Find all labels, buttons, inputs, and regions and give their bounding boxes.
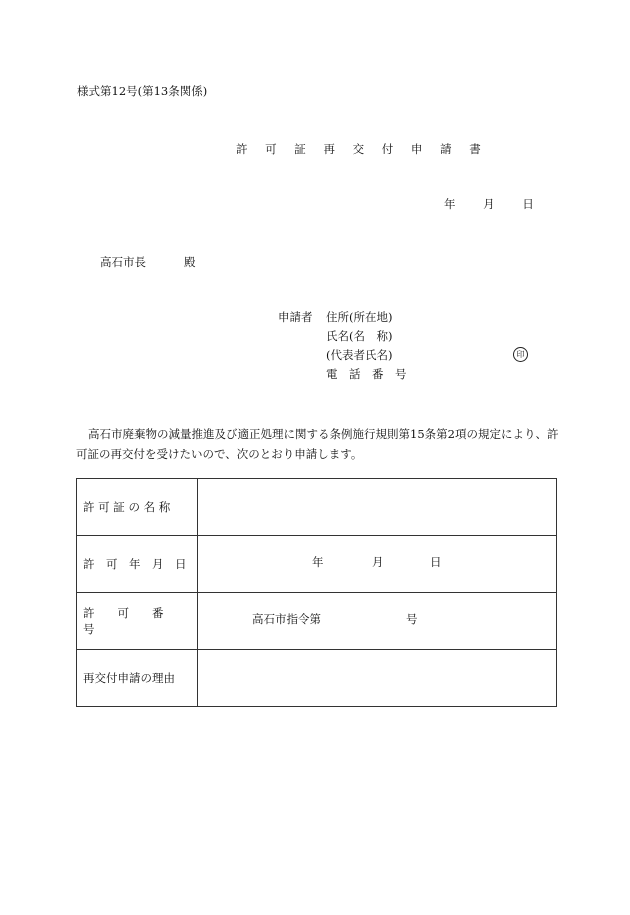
license-date-field[interactable]	[198, 536, 557, 593]
table-row	[77, 536, 557, 593]
license-name-label: 許 可 証 の 名 称	[77, 479, 198, 536]
seal-mark: 印	[513, 347, 528, 362]
date-year-label: 年	[444, 197, 456, 211]
table-row	[77, 593, 557, 650]
applicant-label: 申請者	[278, 310, 313, 324]
license-date-year: 年	[312, 555, 324, 569]
applicant-address-label: 住所(所在地)	[326, 310, 393, 324]
applicant-phone-label: 電 話 番 号	[326, 367, 407, 381]
application-statement: 高石市廃棄物の減量推進及び適正処理に関する条例施行規則第15条第2項の規定により、許可証の再交付を受けたいので、次のとおり申請します。	[76, 427, 559, 461]
table-row	[77, 479, 557, 536]
addressee-name: 高石市長	[100, 255, 146, 269]
table-row	[77, 650, 557, 707]
license-number-prefix: 高石市指令第	[252, 612, 321, 626]
reissue-reason-label: 再交付申請の理由	[77, 650, 198, 707]
addressee-honorific: 殿	[184, 255, 196, 269]
document-title: 許 可 証 再 交 付 申 請 書	[236, 142, 488, 156]
license-number-label: 許 可 番 号	[77, 593, 198, 650]
application-table	[76, 478, 557, 707]
license-date-label: 許 可 年 月 日	[77, 536, 198, 593]
addressee	[100, 257, 196, 269]
application-date	[444, 199, 534, 211]
license-name-field[interactable]	[198, 479, 557, 536]
date-month-label: 月	[483, 197, 495, 211]
form-number: 様式第12号(第13条関係)	[77, 84, 208, 98]
applicant-representative-label: (代表者氏名)	[326, 348, 393, 362]
license-date-month: 月	[372, 555, 384, 569]
applicant-name-label: 氏名(名 称)	[326, 329, 393, 343]
license-number-field[interactable]	[198, 593, 557, 650]
reissue-reason-field[interactable]	[198, 650, 557, 707]
date-day-label: 日	[522, 197, 534, 211]
license-date-day: 日	[430, 555, 442, 569]
license-number-suffix: 号	[406, 612, 418, 626]
